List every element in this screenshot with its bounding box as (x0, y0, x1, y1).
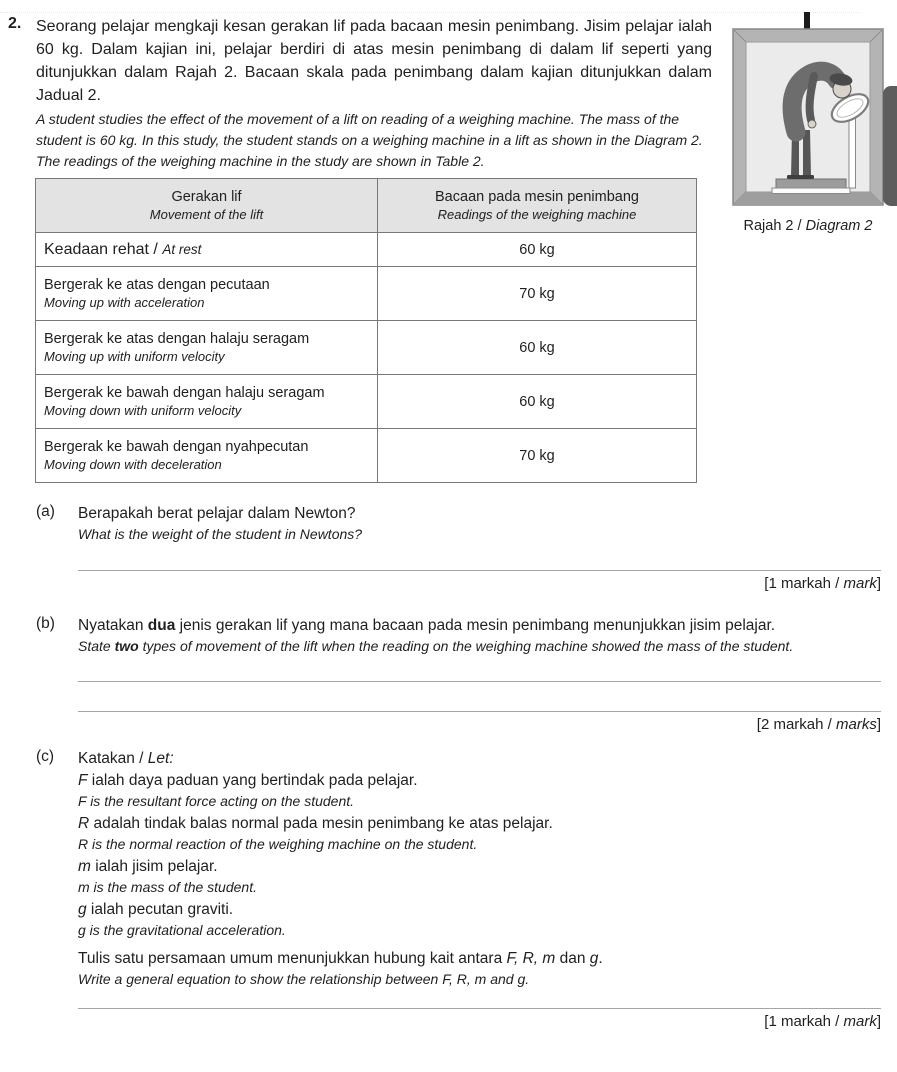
question-c-label: (c) (36, 748, 55, 765)
marks-b: [2 markah / marks] (756, 716, 881, 733)
definition-g-english: g is the gravitational acceleration. (78, 922, 286, 938)
answer-line (78, 570, 881, 571)
answer-line (78, 681, 881, 682)
lift-diagram (726, 12, 890, 234)
definition-R-malay: R adalah tindak balas normal pada mesin penimbang ke atas pelajar. (78, 814, 553, 832)
question-b-label: (b) (36, 615, 55, 632)
table-row (36, 233, 697, 267)
table-row (36, 321, 697, 375)
reading-cell: 70 kg (378, 267, 697, 321)
question-a-english: What is the weight of the student in Newtons? (78, 526, 363, 542)
reading-cell: 70 kg (378, 429, 697, 483)
definition-F-malay: F ialah daya paduan yang bertindak pada pelajar. (78, 771, 418, 789)
intro-malay: Seorang pelajar mengkaji kesan gerakan lif pada bacaan mesin penimbang. Jisim pelajar ialah 60 kg. Dalam kajian ini, pelajar berdiri di atas mesin penimbang di dalam lif seperti yang ditunjukkan dalam Rajah 2. Bacaan skala pada penimbang dalam kajian ditunjukkan dalam Jadual 2. (36, 18, 712, 104)
movement-cell: Bergerak ke bawah dengan nyahpecutan Moving down with deceleration (36, 429, 378, 483)
question-c-intro: Katakan / Let: (78, 750, 174, 767)
table-header-row (36, 179, 697, 233)
movement-cell: Keadaan rehat / At rest (36, 233, 378, 267)
movement-cell: Bergerak ke atas dengan halaju seragam Moving up with uniform velocity (36, 321, 378, 375)
question-a-label: (a) (36, 503, 55, 520)
definition-F-english: F is the resultant force acting on the student. (78, 793, 355, 809)
question-b (36, 615, 881, 733)
readings-table-wrap (35, 178, 696, 483)
question-a-malay: Berapakah berat pelajar dalam Newton? (78, 505, 356, 522)
answer-line (78, 1008, 881, 1009)
question-c (36, 748, 881, 1030)
question-b-english: State two types of movement of the lift when the reading on the weighing machine showed the mass of the student. (78, 638, 794, 654)
table-row (36, 375, 697, 429)
weighing-machine-platform (772, 179, 850, 194)
answer-line (78, 711, 881, 712)
question-number: 2. (8, 15, 22, 32)
definition-m-english: m is the mass of the student. (78, 879, 257, 895)
definition-g-malay: g ialah pecutan graviti. (78, 900, 234, 918)
diagram-caption-malay: Rajah 2 / (743, 218, 806, 234)
definition-R-english: R is the normal reaction of the weighing machine on the student. (78, 836, 478, 852)
table-row (36, 429, 697, 483)
definition-m-malay: m ialah jisim pelajar. (78, 857, 218, 875)
header-movement: Gerakan lif Movement of the lift (36, 179, 378, 233)
readings-table (35, 178, 697, 483)
question-a (36, 503, 881, 592)
table-row (36, 267, 697, 321)
diagram-caption (726, 218, 890, 234)
movement-cell: Bergerak ke bawah dengan halaju seragam Moving down with uniform velocity (36, 375, 378, 429)
reading-cell: 60 kg (378, 233, 697, 267)
page-tab (883, 86, 897, 206)
question-c-task-english: Write a general equation to show the relationship between F, R, m and g. (78, 971, 530, 987)
question-intro (36, 15, 712, 172)
header-readings: Bacaan pada mesin penimbang Readings of the weighing machine (378, 179, 697, 233)
intro-english: A student studies the effect of the movement of a lift on reading of a weighing machine. The mass of the student is 60 kg. In this study, the student stands on a weighing machine in a lift as shown in the Diagram 2. The readings of the weighing machine in the study are shown in Table 2. (36, 111, 703, 169)
lift-illustration (732, 12, 884, 208)
question-b-malay: Nyatakan dua jenis gerakan lif yang mana bacaan pada mesin penimbang menunjukkan jisim pelajar. (78, 617, 776, 634)
marks-c: [1 markah / mark] (764, 1012, 881, 1030)
reading-cell: 60 kg (378, 321, 697, 375)
lift-cable-icon (804, 12, 810, 30)
diagram-caption-english: Diagram 2 (805, 218, 873, 234)
marks-a: [1 markah / mark] (764, 575, 881, 592)
reading-cell: 60 kg (378, 375, 697, 429)
question-c-task-malay: Tulis satu persamaan umum menunjukkan hubung kait antara F, R, m dan g. (78, 949, 603, 967)
movement-cell: Bergerak ke atas dengan pecutaan Moving up with acceleration (36, 267, 378, 321)
